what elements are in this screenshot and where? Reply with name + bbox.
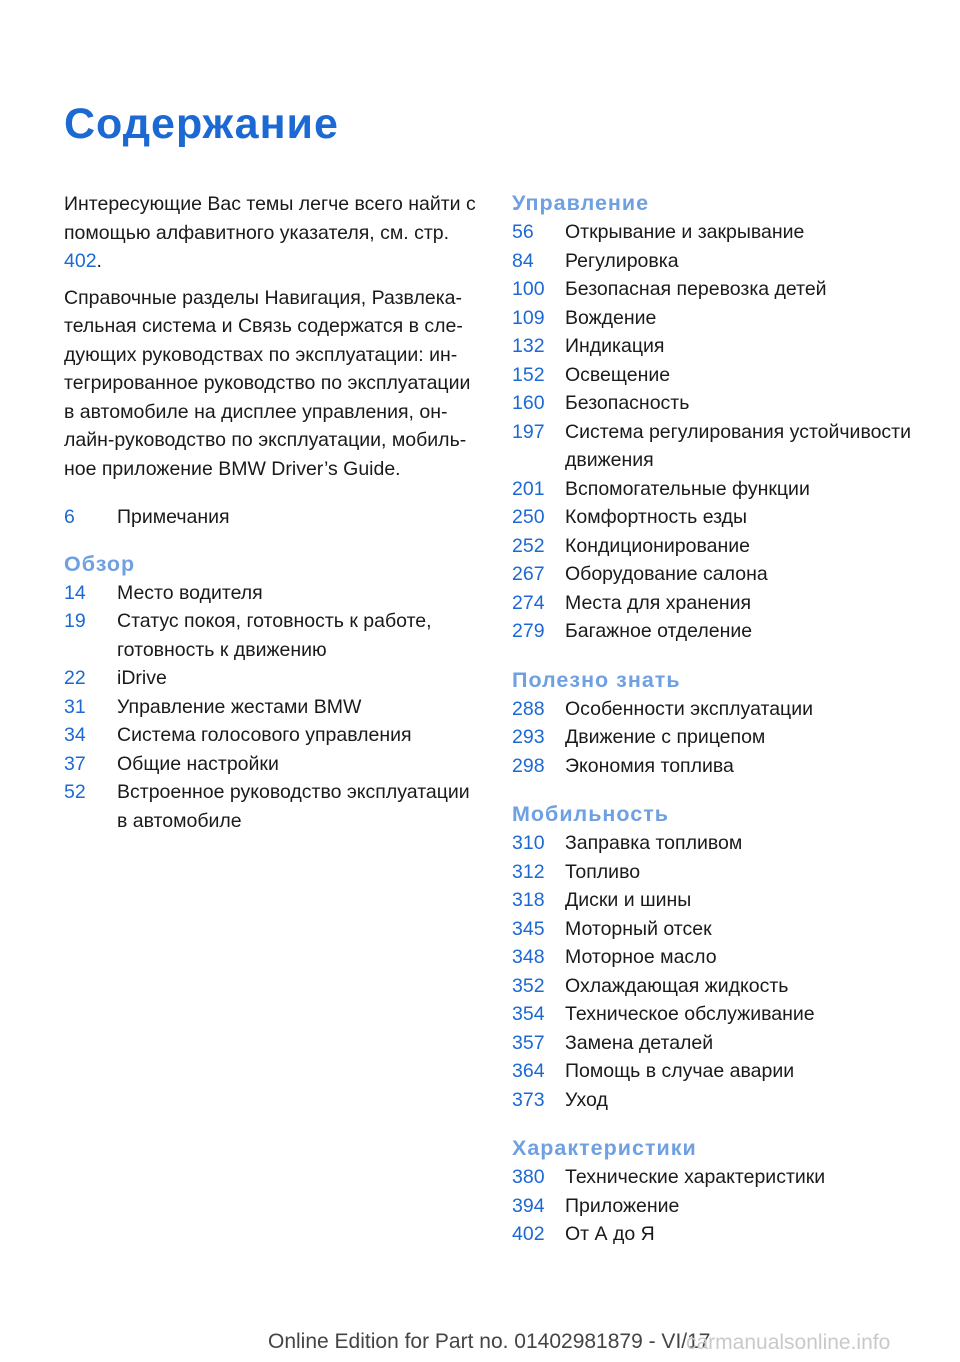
toc-entry-label[interactable]: Уход [565,1088,608,1111]
toc-page-number[interactable]: 348 [512,946,545,968]
toc-page-number[interactable]: 6 [64,506,75,528]
toc-entry[interactable] [512,886,932,915]
toc-entry-label[interactable]: Моторный отсек [565,917,712,940]
toc-entry[interactable] [512,1057,932,1086]
toc-entry-label[interactable]: Вспомогательные функции [565,477,810,500]
footer-edition: Online Edition for Part no. 01402981879 - VI/17 [268,1330,711,1353]
toc-entry-label[interactable]: Приложение [565,1194,680,1217]
toc-page-number[interactable]: 402 [512,1223,545,1245]
toc-page-number[interactable]: 56 [512,221,534,243]
toc-entry[interactable] [512,389,932,418]
intro-paragraph-index [64,190,484,276]
toc-entry[interactable] [512,304,932,333]
toc-page-number[interactable]: 312 [512,860,545,883]
toc-entry-label[interactable]: Освещение [565,363,671,386]
toc-entry-label[interactable]: Примечания [117,506,230,528]
toc-page-number[interactable]: 345 [512,917,545,940]
toc-entry[interactable] [64,607,484,664]
toc-entry-label[interactable]: Общие настройки [117,752,279,775]
toc-entry-label[interactable]: Техническое обслуживание [565,1003,815,1025]
toc-entry[interactable] [512,858,932,887]
toc-entry[interactable] [64,579,484,608]
toc-entry[interactable] [512,418,932,475]
toc-entry[interactable] [512,503,932,532]
watermark: carmanualsonline.info [686,1331,891,1354]
toc-entry-label[interactable]: Индикация [565,335,665,357]
toc-page-number[interactable]: 197 [512,420,545,443]
toc-entry-label[interactable]: Экономия топлива [565,754,734,777]
toc-entry-label[interactable]: Безопасность [565,392,690,414]
toc-entry[interactable] [64,664,484,693]
toc-page-number[interactable]: 22 [64,667,86,689]
toc-page-number[interactable]: 34 [64,724,86,746]
toc-page-number[interactable]: 380 [512,1166,545,1188]
index-page-link[interactable]: 402 [64,250,97,272]
toc-section [64,549,484,836]
toc-entry-label[interactable]: Оборудование салона [565,563,768,585]
toc-entry[interactable] [512,332,932,361]
toc-entry[interactable] [512,915,932,944]
toc-section [512,1133,932,1249]
toc-page-number[interactable]: 84 [512,249,534,272]
toc-entry[interactable] [512,695,932,724]
toc-entry[interactable] [512,361,932,390]
toc-page-number[interactable]: 274 [512,591,545,614]
toc-entry[interactable] [512,1086,932,1115]
toc-left-sections [64,549,484,836]
intro-index-end: . [96,250,102,272]
toc-entry[interactable] [512,972,932,1001]
toc-page-number[interactable]: 252 [512,534,545,557]
toc-entry[interactable] [512,617,932,646]
toc-page-number[interactable]: 14 [64,581,86,604]
toc-page-number[interactable]: 250 [512,506,545,528]
toc-section-title: Полезно знать [512,667,681,692]
toc-entry[interactable] [512,1163,932,1192]
toc-entry-label[interactable]: Помощь в случае аварии [565,1060,795,1082]
toc-page-number[interactable]: 357 [512,1031,545,1054]
toc-entry[interactable] [512,829,932,858]
toc-page-number[interactable]: 19 [64,610,86,632]
toc-section [512,665,932,781]
toc-entry[interactable] [512,1192,932,1221]
toc-page-number[interactable]: 364 [512,1060,545,1082]
toc-entry[interactable] [512,723,932,752]
toc-page-number[interactable]: 288 [512,697,545,720]
toc-entry[interactable] [512,752,932,781]
toc-entry[interactable] [512,560,932,589]
toc-entry[interactable] [512,1220,932,1249]
intro-paragraph-references: Справочные разделы Навигация, Развлекательная система и Связь содержатся в следующих руководствах по эксплуатации: интегрированное руководство по эксплуатации в автомобиле на дисплее управления, онлайн-руководство по эксплуатации, мобильное приложение BMW Driver’s Guide. [64,286,471,480]
toc-page-number[interactable]: 267 [512,563,545,585]
toc-page-number[interactable]: 52 [64,781,86,803]
toc-page-number[interactable]: 279 [512,620,545,642]
toc-entry[interactable] [512,1000,932,1029]
toc-entry[interactable] [512,589,932,618]
toc-entry-label[interactable]: Регулировка [565,249,679,272]
toc-entry-label[interactable]: Открывание и закрывание [565,221,805,243]
toc-section-title: Управление [512,191,650,215]
toc-entry-label[interactable]: Место водителя [117,581,263,604]
toc-entry-label[interactable]: Топливо [565,860,641,883]
toc-entry-label[interactable]: Кондиционирование [565,534,750,557]
toc-entry-label[interactable]: Заправка топливом [565,832,743,854]
toc-page-number[interactable]: 132 [512,335,545,357]
toc-entry-label[interactable]: Система голосового управления [117,724,412,746]
toc-entry[interactable] [512,532,932,561]
toc-entry-label[interactable]: Багажное отделение [565,620,753,642]
toc-entry[interactable] [512,1029,932,1058]
toc-page-number[interactable]: 100 [512,278,545,300]
page-title: Содержание [64,100,339,148]
toc-entry[interactable] [64,693,484,722]
toc-right-column [512,188,932,1268]
toc-section [512,188,932,646]
toc-page-number[interactable]: 109 [512,306,545,329]
toc-entry-label[interactable]: Замена деталей [565,1031,714,1054]
toc-entry[interactable] [512,247,932,276]
toc-entry-label[interactable]: Комфортность езды [565,506,748,528]
toc-entry[interactable] [64,750,484,779]
toc-entry-label[interactable]: Движение с прицепом [565,726,766,748]
toc-entry[interactable] [64,778,484,835]
toc-section-title: Характеристики [512,1136,697,1160]
toc-entry-label[interactable]: От А до Я [565,1223,655,1245]
toc-entry-label[interactable]: Система регулирования устойчивости движения [565,420,912,471]
toc-section-title: Обзор [64,551,136,576]
toc-page-number[interactable]: 201 [512,477,545,500]
toc-entry-label[interactable]: Моторное масло [565,946,717,968]
toc-entry[interactable] [512,943,932,972]
toc-left-column [64,503,484,854]
toc-entry-label[interactable]: Безопасная перевозка детей [565,278,827,300]
intro-index-text: Интересующие Вас темы легче всего найти с помощью алфавитного указателя, см. стр. [64,193,476,244]
toc-entry-label[interactable]: Управление жестами BMW [117,695,362,718]
toc-page-number[interactable]: 293 [512,726,545,748]
toc-page-number[interactable]: 31 [64,695,86,718]
toc-entry-label[interactable]: iDrive [117,667,167,689]
toc-page-number[interactable]: 318 [512,889,545,911]
toc-entry-label[interactable]: Охлаждающая жидкость [565,974,789,997]
toc-entry[interactable] [512,275,932,304]
toc-notes-block [64,503,484,532]
toc-entry-label[interactable]: Места для хранения [565,591,752,614]
toc-entry-label[interactable]: Вождение [565,306,657,329]
toc-page-number[interactable]: 394 [512,1194,545,1217]
toc-entry-notes[interactable] [64,503,484,532]
toc-page-number[interactable]: 352 [512,974,545,997]
toc-page-number[interactable]: 37 [64,752,86,775]
toc-section [512,799,932,1114]
toc-entry[interactable] [512,475,932,504]
toc-page-number[interactable]: 373 [512,1088,545,1111]
toc-page-number[interactable]: 152 [512,363,545,386]
toc-entry-label[interactable]: Диски и шины [565,889,692,911]
toc-entry-label[interactable]: Встроенное руководство эксплуатации в автомобиле [117,781,470,832]
toc-page-number[interactable]: 354 [512,1003,545,1025]
toc-entry-label[interactable]: Статус покоя, готовность к работе, готовность к движению [117,610,432,661]
toc-entry[interactable] [64,721,484,750]
toc-page-number[interactable]: 310 [512,832,545,854]
toc-page-number[interactable]: 298 [512,754,545,777]
toc-right-sections [512,188,932,1249]
intro-text [64,190,484,491]
toc-section-title: Мобильность [512,802,669,826]
toc-entry-label[interactable]: Особенности эксплуатации [565,697,813,720]
toc-entry-label[interactable]: Технические характеристики [565,1166,826,1188]
toc-entry[interactable] [512,218,932,247]
toc-page-number[interactable]: 160 [512,392,545,414]
